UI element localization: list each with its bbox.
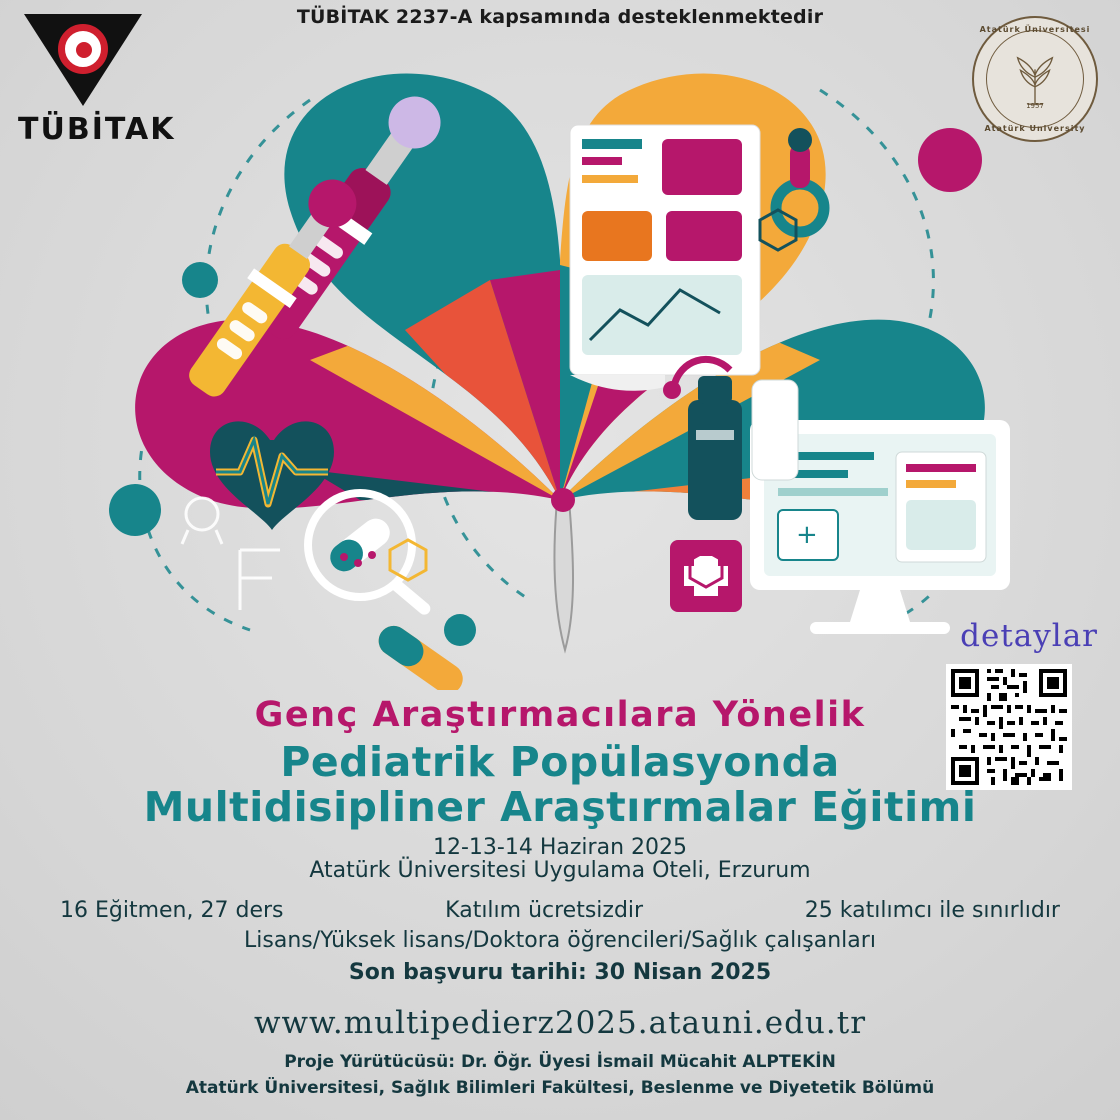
headline-line-3: Multidisipliner Araştırmalar Eğitimi [143,783,977,831]
event-venue: Atatürk Üniversitesi Uygulama Oteli, Erzurum [309,858,811,883]
seal-bottom-text: Atatürk University [984,124,1086,133]
medical-research-heart-illustration [60,30,1060,690]
event-date: 12-13-14 Haziran 2025 [433,835,687,860]
fact-free: Katılım ücretsizdir [445,898,644,923]
department: Atatürk Üniversitesi, Sağlık Bilimleri Fakültesi, Beslenme ve Diyetetik Bölümü [185,1078,935,1098]
project-lead: Proje Yürütücüsü: Dr. Öğr. Üyesi İsmail Mücahit ALPTEKİN [284,1052,836,1072]
event-facts [60,898,1060,923]
svg-text:+: + [796,520,818,550]
headline-line-1: Genç Araştırmacılara Yönelik [254,695,866,735]
website-link[interactable]: www.multipedierz2025.atauni.edu.tr [253,1005,867,1041]
seal-top-text: Atatürk Üniversitesi [979,25,1091,34]
headline-line-2: Pediatrik Popülasyonda [280,738,840,786]
application-deadline: Son başvuru tarihi: 30 Nisan 2025 [348,960,772,985]
fact-quota: 25 katılımcı ile sınırlıdır [804,898,1060,923]
event-audience: Lisans/Yüksek lisans/Doktora öğrencileri/Sağlık çalışanları [244,928,876,953]
seal-year: 1957 [1026,102,1044,110]
fact-instructors: 16 Eğitmen, 27 ders [60,898,284,923]
qr-label: detaylar [960,618,1098,654]
tubitak-wordmark: TÜBİTAK [18,112,176,147]
support-note: TÜBİTAK 2237-A kapsamında desteklenmektedir [296,6,824,28]
